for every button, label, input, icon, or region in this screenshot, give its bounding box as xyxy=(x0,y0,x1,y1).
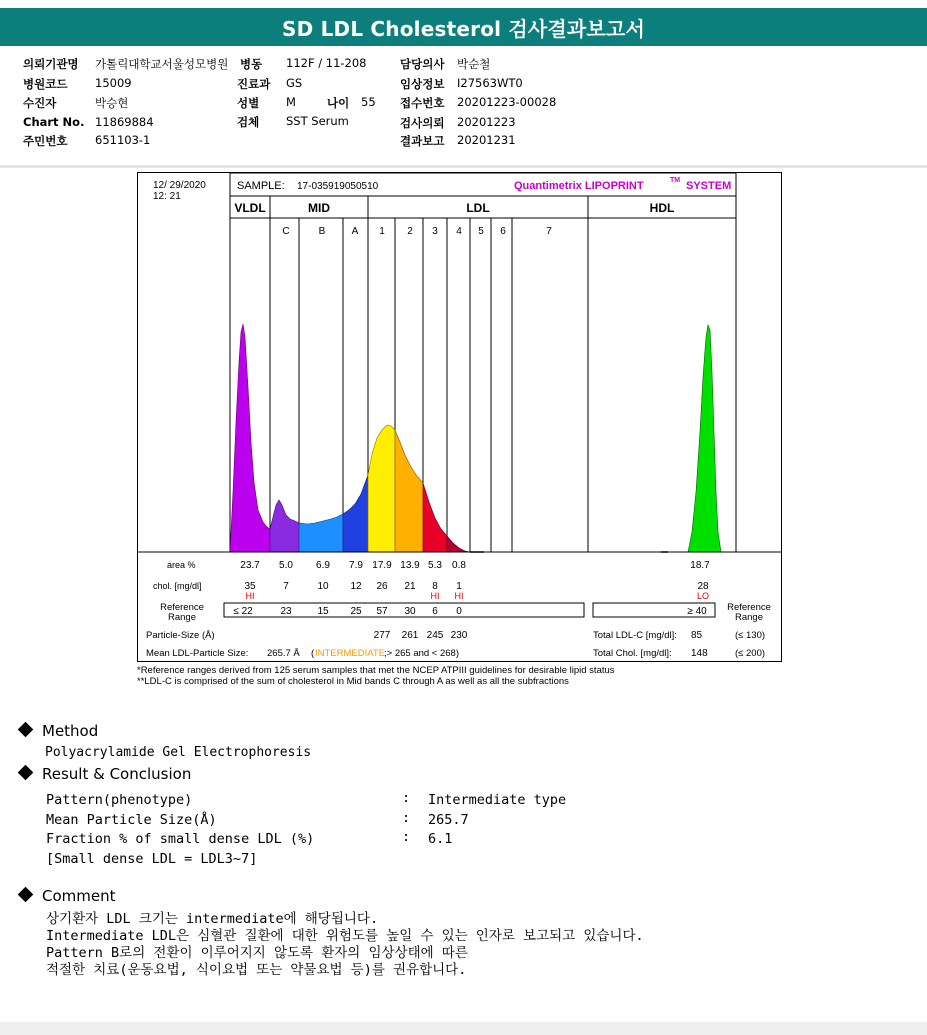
run-time: 12: 21 xyxy=(153,191,181,202)
chol-label: chol. [mg/dl] xyxy=(153,581,202,591)
hospital-value: 가톨릭대학교서울성모병원 xyxy=(95,57,229,71)
ref-4: 0 xyxy=(456,606,462,617)
bottom-bar xyxy=(0,1022,927,1035)
ref-a: 25 xyxy=(350,606,362,617)
ref-b: 15 xyxy=(317,606,329,617)
ref-hdl: ≥ 40 xyxy=(687,606,707,617)
mean-ldl-label: Mean LDL-Particle Size: xyxy=(146,648,249,659)
chol-vldl: 35 xyxy=(244,581,256,592)
report-date-label: 결과보고 xyxy=(400,134,445,148)
brand-tm: TM xyxy=(670,177,681,184)
ref-label-1: Reference xyxy=(160,602,204,613)
area-label: area % xyxy=(167,560,196,570)
band-2: 2 xyxy=(407,226,413,237)
band-b: B xyxy=(318,226,326,237)
result-value-3: 6.1 xyxy=(428,831,453,847)
flag-hdl: LO xyxy=(696,591,710,601)
result-sep-3: : xyxy=(402,829,411,845)
result-heading xyxy=(20,765,191,783)
lipoprint-figure xyxy=(137,172,782,662)
ref-c: 23 xyxy=(280,606,292,617)
hospital-code-value: 15009 xyxy=(95,76,132,90)
ref-label-right-2: Range xyxy=(735,612,763,623)
total-ldl-value: 85 xyxy=(691,630,703,641)
flag-4: HI xyxy=(454,591,464,601)
diamond-bullet-icon xyxy=(18,887,34,903)
mean-open-paren: ( xyxy=(311,648,315,659)
sex-value: M xyxy=(286,95,296,109)
chart-no-label: Chart No. xyxy=(23,115,85,129)
patient-info-block xyxy=(0,50,927,168)
particle-size-label: Particle-Size (Å) xyxy=(146,630,215,641)
area-hdl: 18.7 xyxy=(690,560,710,571)
run-date: 12/ 29/2020 xyxy=(153,180,206,191)
footnote-1: *Reference ranges derived from 125 serum samples that met the NCEP ATPIII guidelines for desirable lipid status xyxy=(137,665,615,676)
diamond-bullet-icon xyxy=(18,765,34,781)
comment-line-2: Intermediate LDL은 심혈관 질환에 대한 위험도를 높일 수 있는 인자로 보고되고 있습니다. xyxy=(46,928,644,944)
total-ldl-label: Total LDL-C [mg/dl]: xyxy=(593,630,677,641)
patient-value: 박승현 xyxy=(95,96,129,110)
particle-size-1: 277 xyxy=(373,630,391,641)
comment-line-3: Pattern B로의 전환이 이루어지지 않도록 환자의 임상상태에 따른 xyxy=(46,945,468,961)
age-value: 55 xyxy=(361,95,376,109)
chol-hdl: 28 xyxy=(697,581,709,592)
ref-vldl: ≤ 22 xyxy=(233,606,253,617)
method-text: Polyacrylamide Gel Electrophoresis xyxy=(45,745,312,760)
mean-ldl-value: 265.7 Å xyxy=(267,648,300,659)
group-hdl: HDL xyxy=(649,201,675,215)
flag-vldl: HI xyxy=(245,591,255,601)
area-1: 17.9 xyxy=(372,560,392,571)
report-title: SD LDL Cholesterol 검사결과보고서 xyxy=(0,8,927,46)
chol-3: 8 xyxy=(432,581,438,592)
area-a: 7.9 xyxy=(349,560,363,571)
band-7: 7 xyxy=(546,226,552,237)
footnote-2: **LDL-C is comprised of the sum of cholesterol in Mid bands C through A as well as all the subfractions xyxy=(137,676,569,687)
footnotes xyxy=(137,665,615,687)
ref-1: 57 xyxy=(376,606,388,617)
divider xyxy=(0,165,927,168)
band-c: C xyxy=(282,226,290,237)
band-a: A xyxy=(351,226,359,237)
brand-name: Quantimetrix LIPOPRINT xyxy=(514,180,644,192)
receipt-label: 접수번호 xyxy=(400,96,445,110)
result-note: [Small dense LDL = LDL3~7] xyxy=(46,851,258,867)
result-sep-1: : xyxy=(402,790,411,806)
chol-4: 1 xyxy=(456,581,462,592)
comment-heading-text: Comment xyxy=(42,887,116,905)
ref-2: 30 xyxy=(404,606,416,617)
clinical-value: I27563WT0 xyxy=(457,76,523,90)
dept-label: 진료과 xyxy=(237,77,271,91)
area-c: 5.0 xyxy=(279,560,293,571)
band-4: 4 xyxy=(456,226,462,237)
id-value: 651103-1 xyxy=(95,133,151,147)
group-mid: MID xyxy=(308,201,330,215)
particle-size-4: 230 xyxy=(450,630,468,641)
area-vldl: 23.7 xyxy=(240,560,260,571)
total-chol-ref: (≤ 200) xyxy=(735,648,766,659)
request-label: 검사의뢰 xyxy=(400,116,445,130)
mean-range: ;> 265 and < 268) xyxy=(384,648,460,659)
band-1: 1 xyxy=(379,226,385,237)
total-ldl-ref: (≤ 130) xyxy=(735,630,766,641)
doctor-value: 박순철 xyxy=(457,57,491,71)
clinical-label: 임상정보 xyxy=(400,77,445,91)
total-chol-label: Total Chol. [mg/dl]: xyxy=(593,648,672,659)
ward-value: 112F / 11-208 xyxy=(286,56,367,70)
mean-class: INTERMEDIATE xyxy=(315,648,386,659)
area-b: 6.9 xyxy=(316,560,330,571)
diamond-bullet-icon xyxy=(18,722,34,738)
group-vldl: VLDL xyxy=(234,201,266,215)
ref-label-2: Range xyxy=(168,612,196,623)
area-3: 5.3 xyxy=(428,560,442,571)
ward-label: 병동 xyxy=(240,57,263,71)
result-label-1: Pattern(phenotype) xyxy=(46,792,193,808)
chol-2: 21 xyxy=(404,581,416,592)
chart-no-value: 11869884 xyxy=(95,115,154,129)
area-4: 0.8 xyxy=(452,560,466,571)
hospital-code-label: 병원코드 xyxy=(23,77,68,91)
request-value: 20201223 xyxy=(457,115,516,129)
doctor-label: 담당의사 xyxy=(400,57,445,71)
flag-3: HI xyxy=(430,591,440,601)
sex-label: 성별 xyxy=(237,96,260,110)
particle-size-2: 261 xyxy=(401,630,419,641)
band-5: 5 xyxy=(478,226,484,237)
result-value-1: Intermediate type xyxy=(428,792,567,808)
report-date-value: 20201231 xyxy=(457,133,516,147)
comment-line-1: 상기환자 LDL 크기는 intermediate에 해당됩니다. xyxy=(46,911,379,927)
patient-label: 수진자 xyxy=(23,96,57,110)
group-ldl: LDL xyxy=(466,201,490,215)
total-chol-value: 148 xyxy=(691,648,708,659)
area-2: 13.9 xyxy=(400,560,420,571)
chol-c: 7 xyxy=(283,581,289,592)
method-heading xyxy=(20,722,98,740)
chol-a: 12 xyxy=(350,581,362,592)
comment-line-4: 적절한 치료(운동요법, 식이요법 또는 약물요법 등)를 권유합니다. xyxy=(46,962,467,978)
ref-label-right-1: Reference xyxy=(727,602,771,613)
sample-value: 17-035919050510 xyxy=(297,181,379,192)
method-heading-text: Method xyxy=(42,722,99,740)
result-sep-2: : xyxy=(402,810,411,826)
result-label-2: Mean Particle Size(Å) xyxy=(46,812,217,828)
hospital-label: 의뢰기관명 xyxy=(23,57,79,71)
chol-1: 26 xyxy=(376,581,388,592)
chol-b: 10 xyxy=(317,581,329,592)
sample-label: SAMPLE: xyxy=(237,180,285,192)
brand-suffix: SYSTEM xyxy=(686,180,732,192)
specimen-value: SST Serum xyxy=(286,114,349,128)
receipt-value: 20201223-00028 xyxy=(457,95,557,109)
result-value-2: 265.7 xyxy=(428,812,469,828)
specimen-label: 검체 xyxy=(237,115,260,129)
result-heading-text: Result & Conclusion xyxy=(42,765,192,783)
result-label-3: Fraction % of small dense LDL (%) xyxy=(46,831,315,847)
lipoprint-report xyxy=(137,172,782,662)
dept-value: GS xyxy=(286,76,303,90)
comment-heading xyxy=(20,887,116,905)
particle-size-3: 245 xyxy=(426,630,444,641)
id-label: 주민번호 xyxy=(23,134,68,148)
ref-3: 6 xyxy=(432,606,438,617)
band-3: 3 xyxy=(432,226,438,237)
age-label: 나이 xyxy=(327,96,350,110)
band-6: 6 xyxy=(500,226,506,237)
